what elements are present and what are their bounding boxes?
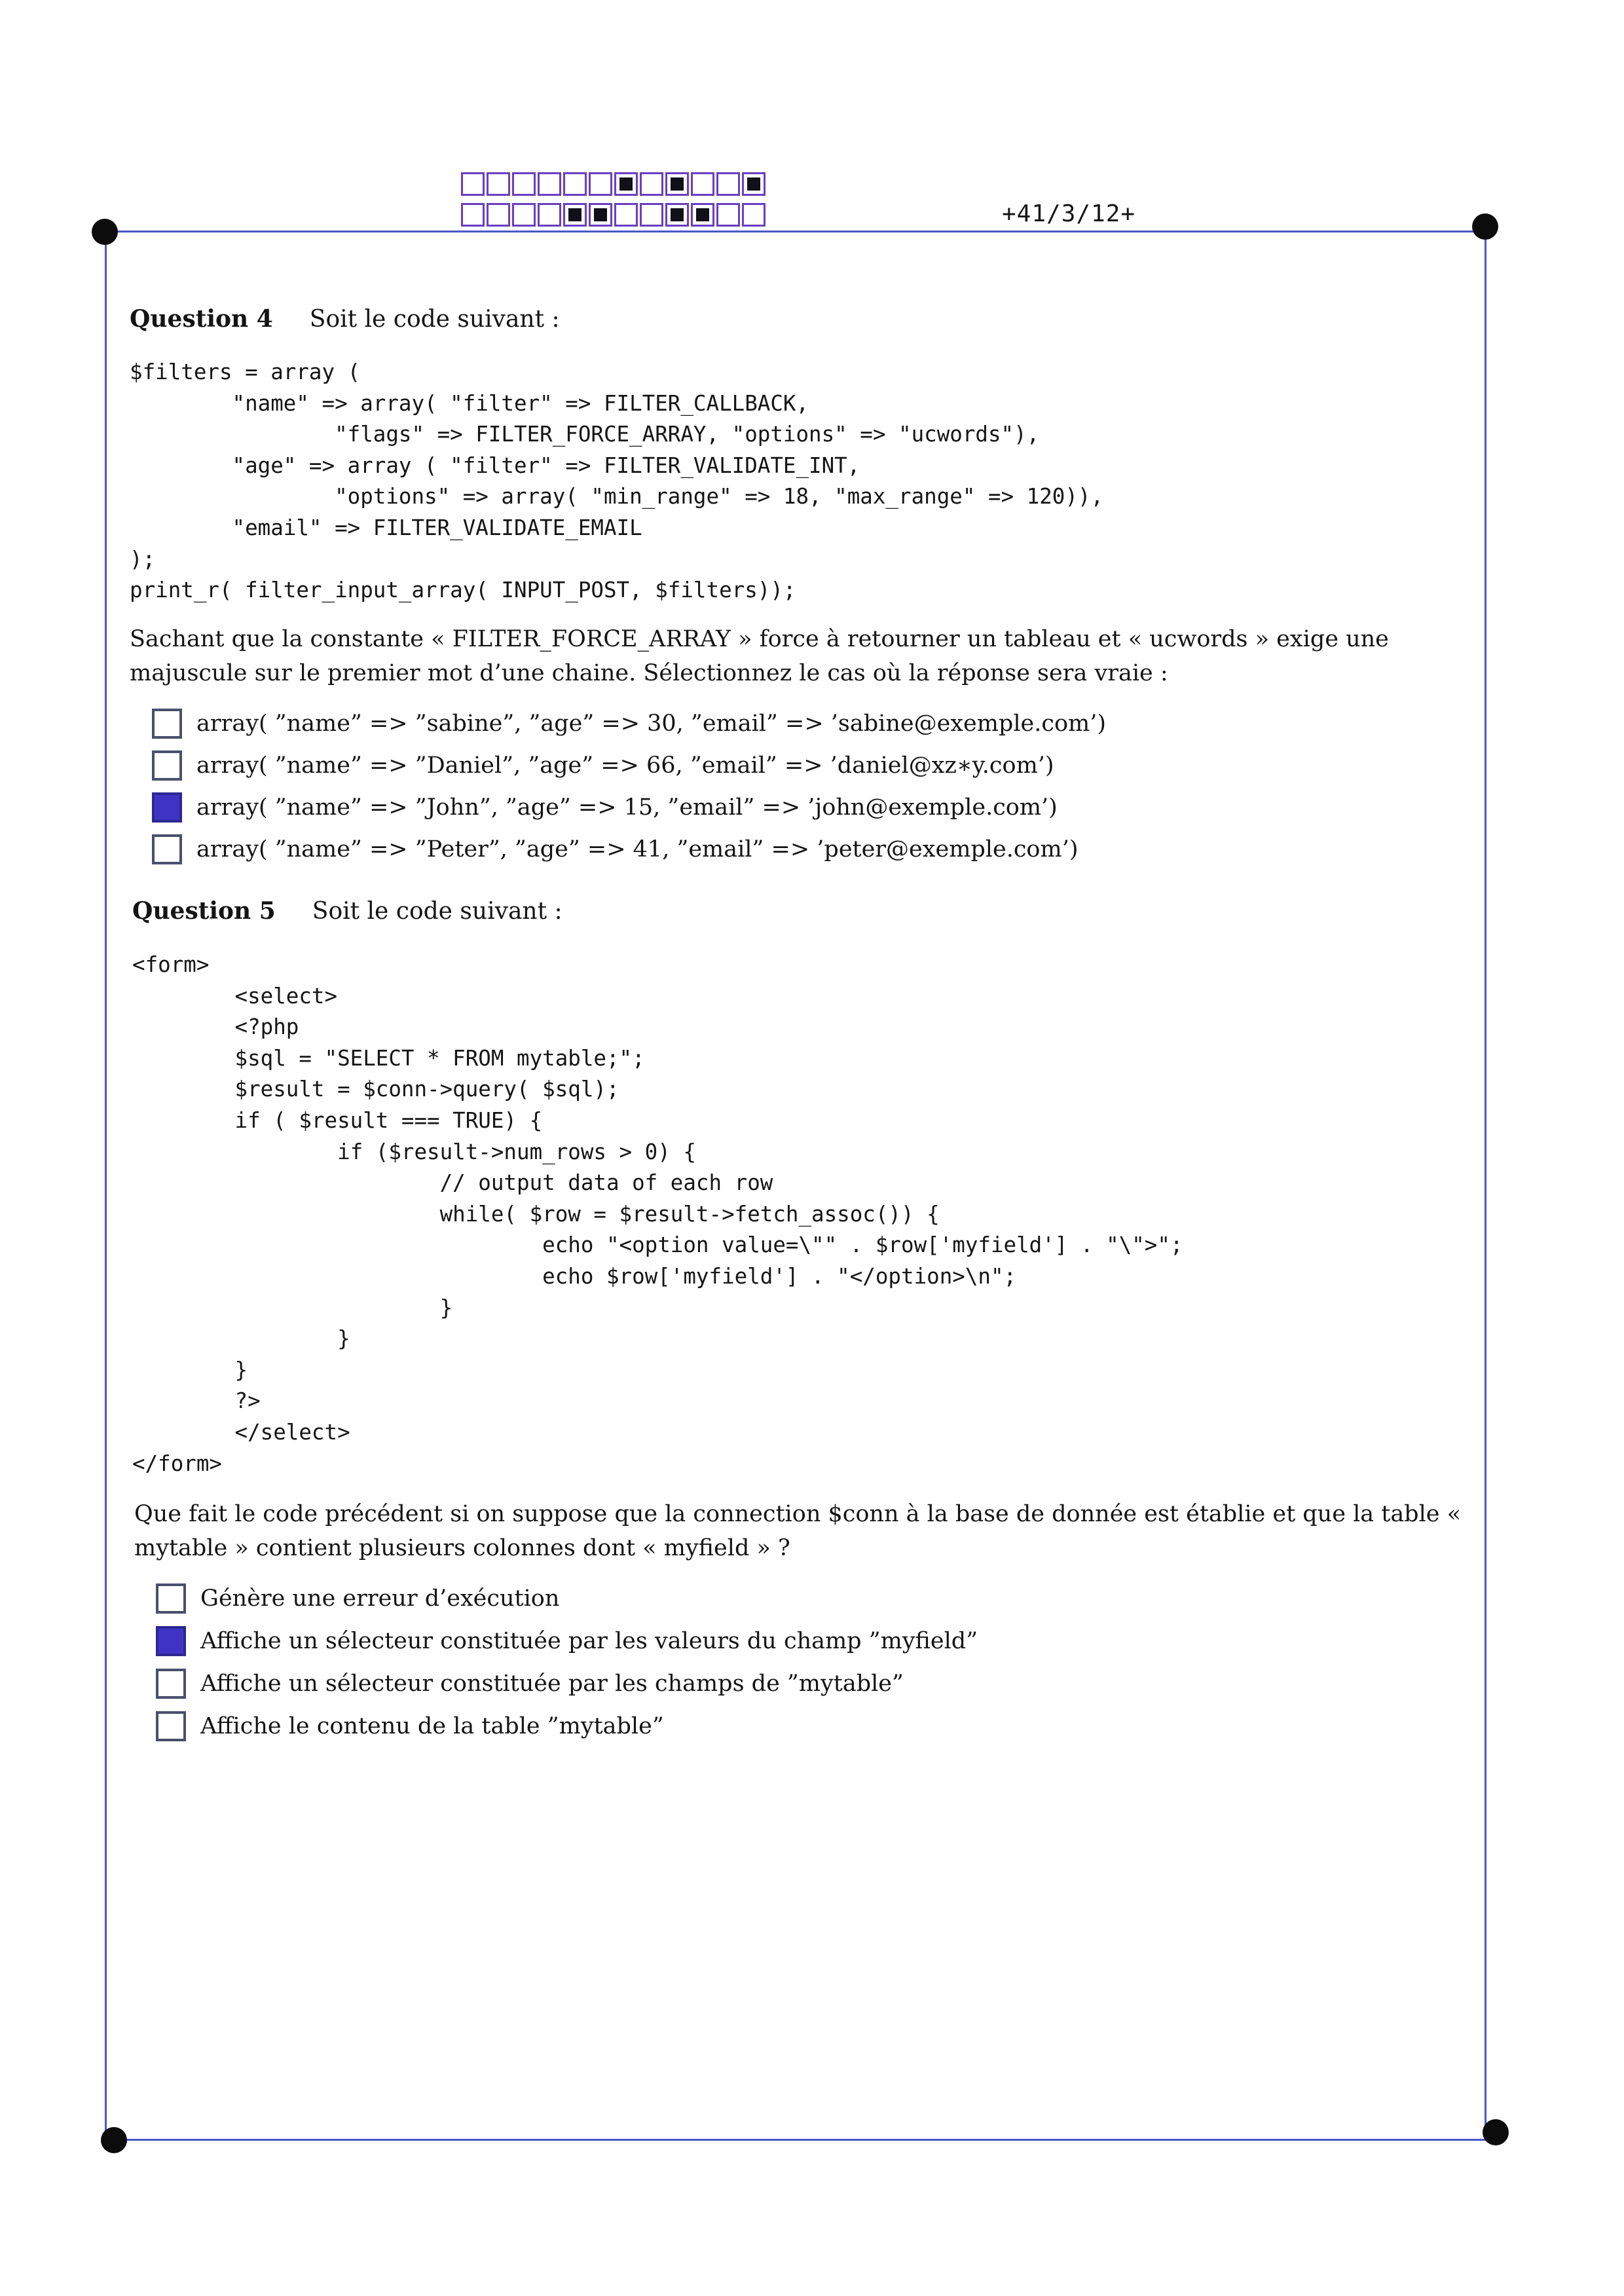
q4-option-4-label: array( ”name” => ”Peter”, ”age” => 41, ”email” => ’peter@exemple.com’) xyxy=(196,836,1079,862)
marks-row-2-box-9 xyxy=(665,203,689,227)
marks-row-2-box-2 xyxy=(487,203,510,227)
q4-option-4[interactable] xyxy=(152,834,1078,864)
marks-row-1-box-12 xyxy=(742,172,766,196)
question-5-label: Question 5 xyxy=(132,897,276,925)
question-4-text: Sachant que la constante « FILTER_FORCE_ARRAY » force à retourner un tableau et « ucwords » exige une majuscule sur le premier mot d’une chaine. Sélectionnez le cas où la réponse sera vraie : xyxy=(130,626,1389,686)
corner-mark-bottom-right xyxy=(1483,2119,1509,2145)
question-5-title xyxy=(132,897,563,925)
id-marks-row-1 xyxy=(461,172,767,196)
id-marks-row-2 xyxy=(461,203,767,227)
q5-option-1-label: Génère une erreur d’exécution xyxy=(200,1585,560,1612)
corner-mark-top-right xyxy=(1472,213,1498,240)
marks-row-1-box-11 xyxy=(716,172,740,196)
question-4-label: Question 4 xyxy=(130,305,273,333)
corner-mark-bottom-left xyxy=(101,2127,127,2153)
marks-row-1-box-8 xyxy=(640,172,663,196)
question-5-code: <form> <select> <?php $sql = "SELECT * FROM mytable;"; $result = $conn->query( $sql); if ( $result === TRUE) { if ($result->num_rows > 0) { // output data of each row while( $row = $result->fetch_assoc()) { echo "<option value=\"" . $row['myfield'] . "\">"; echo $row['myfield'] . "</option>\n"; } } } ?> </select> </form> xyxy=(132,952,1183,1476)
marks-row-2-box-12 xyxy=(742,203,766,227)
q5-option-3[interactable] xyxy=(156,1669,904,1699)
q5-option-4[interactable] xyxy=(156,1711,664,1741)
marks-row-2-box-11 xyxy=(716,203,740,227)
marks-row-1-box-9 xyxy=(665,172,689,196)
q4-checkbox-4[interactable] xyxy=(152,834,182,864)
q4-option-1[interactable] xyxy=(152,709,1106,739)
q5-option-2[interactable] xyxy=(156,1626,978,1656)
q4-checkbox-3[interactable] xyxy=(152,792,182,823)
marks-row-2-box-3 xyxy=(512,203,536,227)
q5-option-2-label: Affiche un sélecteur constituée par les valeurs du champ ”myfield” xyxy=(200,1628,978,1654)
marks-row-2-box-5 xyxy=(563,203,587,227)
question-4-intro: Soit le code suivant : xyxy=(309,306,560,333)
q4-option-3[interactable] xyxy=(152,792,1058,823)
q5-option-3-label: Affiche un sélecteur constituée par les champs de ”mytable” xyxy=(200,1671,904,1697)
q4-option-2[interactable] xyxy=(152,750,1054,781)
q5-checkbox-4[interactable] xyxy=(156,1711,186,1741)
q5-checkbox-3[interactable] xyxy=(156,1669,186,1699)
marks-row-1-box-7 xyxy=(614,172,638,196)
marks-row-1-box-5 xyxy=(563,172,587,196)
question-4-code: $filters = array ( "name" => array( "filter" => FILTER_CALLBACK, "flags" => FILTER_FORCE_ARRAY, "options" => "ucwords"), "age" => array ( "filter" => FILTER_VALIDATE_INT, "options" => array( "min_range" => 18, "max_range" => 120)), "email" => FILTER_VALIDATE_EMAIL ); print_r( filter_input_array( INPUT_POST, $filters)); xyxy=(130,360,1104,603)
q4-checkbox-1[interactable] xyxy=(152,709,182,739)
corner-mark-top-left xyxy=(92,219,118,245)
question-5-intro: Soit le code suivant : xyxy=(312,898,563,925)
marks-row-1-box-2 xyxy=(487,172,510,196)
marks-row-2-box-4 xyxy=(538,203,561,227)
q4-option-3-label: array( ”name” => ”John”, ”age” => 15, ”email” => ’john@exemple.com’) xyxy=(196,794,1058,821)
marks-row-1-box-1 xyxy=(461,172,485,196)
marks-row-2-box-7 xyxy=(614,203,638,227)
q4-option-2-label: array( ”name” => ”Daniel”, ”age” => 66, ”email” => ’daniel@xz∗y.com’) xyxy=(196,752,1054,779)
marks-row-1-box-10 xyxy=(691,172,714,196)
marks-row-1-box-3 xyxy=(512,172,536,196)
q4-checkbox-2[interactable] xyxy=(152,750,182,781)
marks-row-1-box-4 xyxy=(538,172,561,196)
q5-option-4-label: Affiche le contenu de la table ”mytable” xyxy=(200,1713,664,1739)
frame-top-line xyxy=(105,231,1486,232)
marks-row-2-box-10 xyxy=(691,203,714,227)
marks-row-2-box-6 xyxy=(589,203,612,227)
page-code: +41/3/12+ xyxy=(1002,200,1136,227)
frame-bottom-line xyxy=(113,2139,1494,2141)
q5-option-1[interactable] xyxy=(156,1583,559,1614)
q5-checkbox-2[interactable] xyxy=(156,1626,186,1656)
question-5-text: Que fait le code précédent si on suppose que la connection $conn à la base de donnée est établie et que la table « mytable » contient plusieurs colonnes dont « myfield » ? xyxy=(134,1501,1462,1561)
frame-right-line xyxy=(1485,226,1486,2138)
question-4-title xyxy=(130,305,560,333)
marks-row-2-box-8 xyxy=(640,203,663,227)
q5-checkbox-1[interactable] xyxy=(156,1583,186,1614)
marks-row-1-box-6 xyxy=(589,172,612,196)
marks-row-2-box-1 xyxy=(461,203,485,227)
q4-option-1-label: array( ”name” => ”sabine”, ”age” => 30, ”email” => ’sabine@exemple.com’) xyxy=(196,711,1107,737)
frame-left-line xyxy=(105,231,107,2140)
